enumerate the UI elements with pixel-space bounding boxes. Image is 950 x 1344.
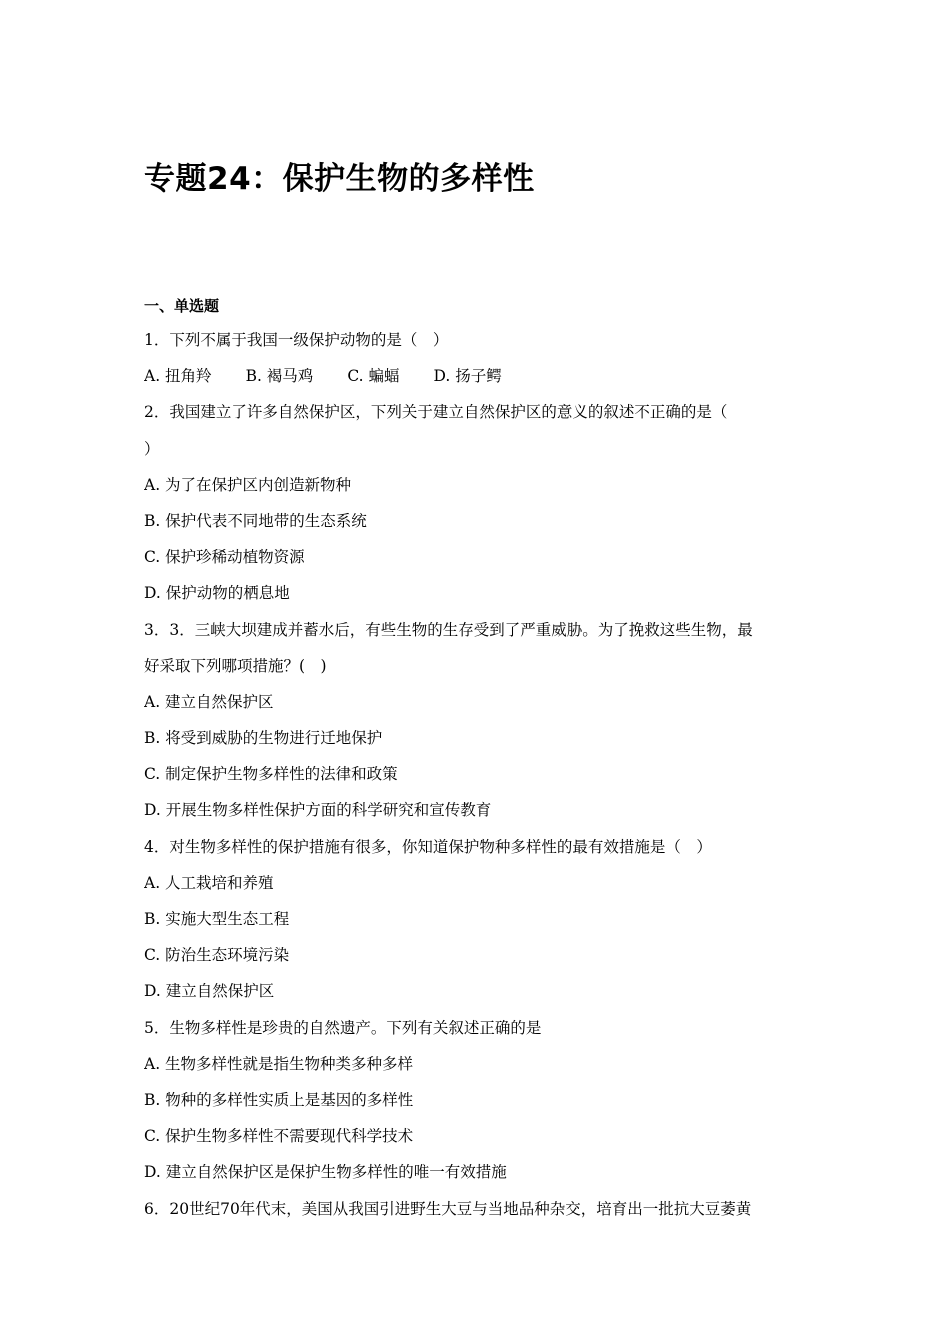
section-heading: 一、单选题 [144, 297, 220, 315]
question-5-stem: 5．生物多样性是珍贵的自然遗产。下列有关叙述正确的是 [144, 1018, 542, 1037]
question-3-option-d: D. 开展生物多样性保护方面的科学研究和宣传教育 [144, 801, 492, 820]
question-1-option-a: A. 扭角羚 [144, 367, 212, 386]
question-2-stem-cont: ） [144, 439, 160, 458]
question-6-stem: 6．20世纪70年代末，美国从我国引进野生大豆与当地品种杂交，培育出一批抗大豆萎黄 [144, 1199, 752, 1218]
question-5-option-b: B. 物种的多样性实质上是基因的多样性 [144, 1090, 414, 1109]
question-3-stem-cont: 好采取下列哪项措施？( ) [144, 656, 327, 675]
question-1-options [144, 363, 810, 399]
question-2-option-c: C. 保护珍稀动植物资源 [144, 548, 305, 567]
question-2-option-b: B. 保护代表不同地带的生态系统 [144, 511, 367, 530]
question-1-option-c: C. 蝙蝠 [347, 367, 400, 386]
question-4-option-d: D. 建立自然保护区 [144, 982, 275, 1001]
question-3-stem: 3．3．三峡大坝建成并蓄水后，有些生物的生存受到了严重威胁。为了挽救这些生物，最 [144, 620, 753, 639]
page-title: 专题24：保护生物的多样性 [144, 161, 535, 197]
question-2-option-d: D. 保护动物的栖息地 [144, 584, 290, 603]
question-3-option-b: B. 将受到威胁的生物进行迁地保护 [144, 729, 383, 748]
question-4-option-c: C. 防治生态环境污染 [144, 946, 290, 965]
question-4-option-b: B. 实施大型生态工程 [144, 910, 290, 928]
question-1-stem: 1．下列不属于我国一级保护动物的是（ ） [144, 331, 449, 349]
question-5-option-a: A. 生物多样性就是指生物种类多种多样 [144, 1054, 414, 1073]
question-2-option-a: A. 为了在保护区内创造新物种 [144, 475, 352, 494]
question-4-option-a: A. 人工栽培和养殖 [144, 873, 274, 892]
question-3-option-c: C. 制定保护生物多样性的法律和政策 [144, 765, 398, 784]
question-1-option-b: B. 褐马鸡 [245, 367, 314, 386]
question-list [144, 327, 810, 1232]
question-5-option-c: C. 保护生物多样性不需要现代科学技术 [144, 1127, 414, 1146]
question-2-stem: 2．我国建立了许多自然保护区，下列关于建立自然保护区的意义的叙述不正确的是（ [144, 403, 728, 422]
question-5-option-d: D. 建立自然保护区是保护生物多样性的唯一有效措施 [144, 1163, 507, 1182]
question-4-stem: 4．对生物多样性的保护措施有很多，你知道保护物种多样性的最有效措施是（ ） [144, 837, 712, 856]
question-3-option-a: A. 建立自然保护区 [144, 692, 274, 711]
question-1-option-d: D. 扬子鳄 [433, 367, 502, 386]
